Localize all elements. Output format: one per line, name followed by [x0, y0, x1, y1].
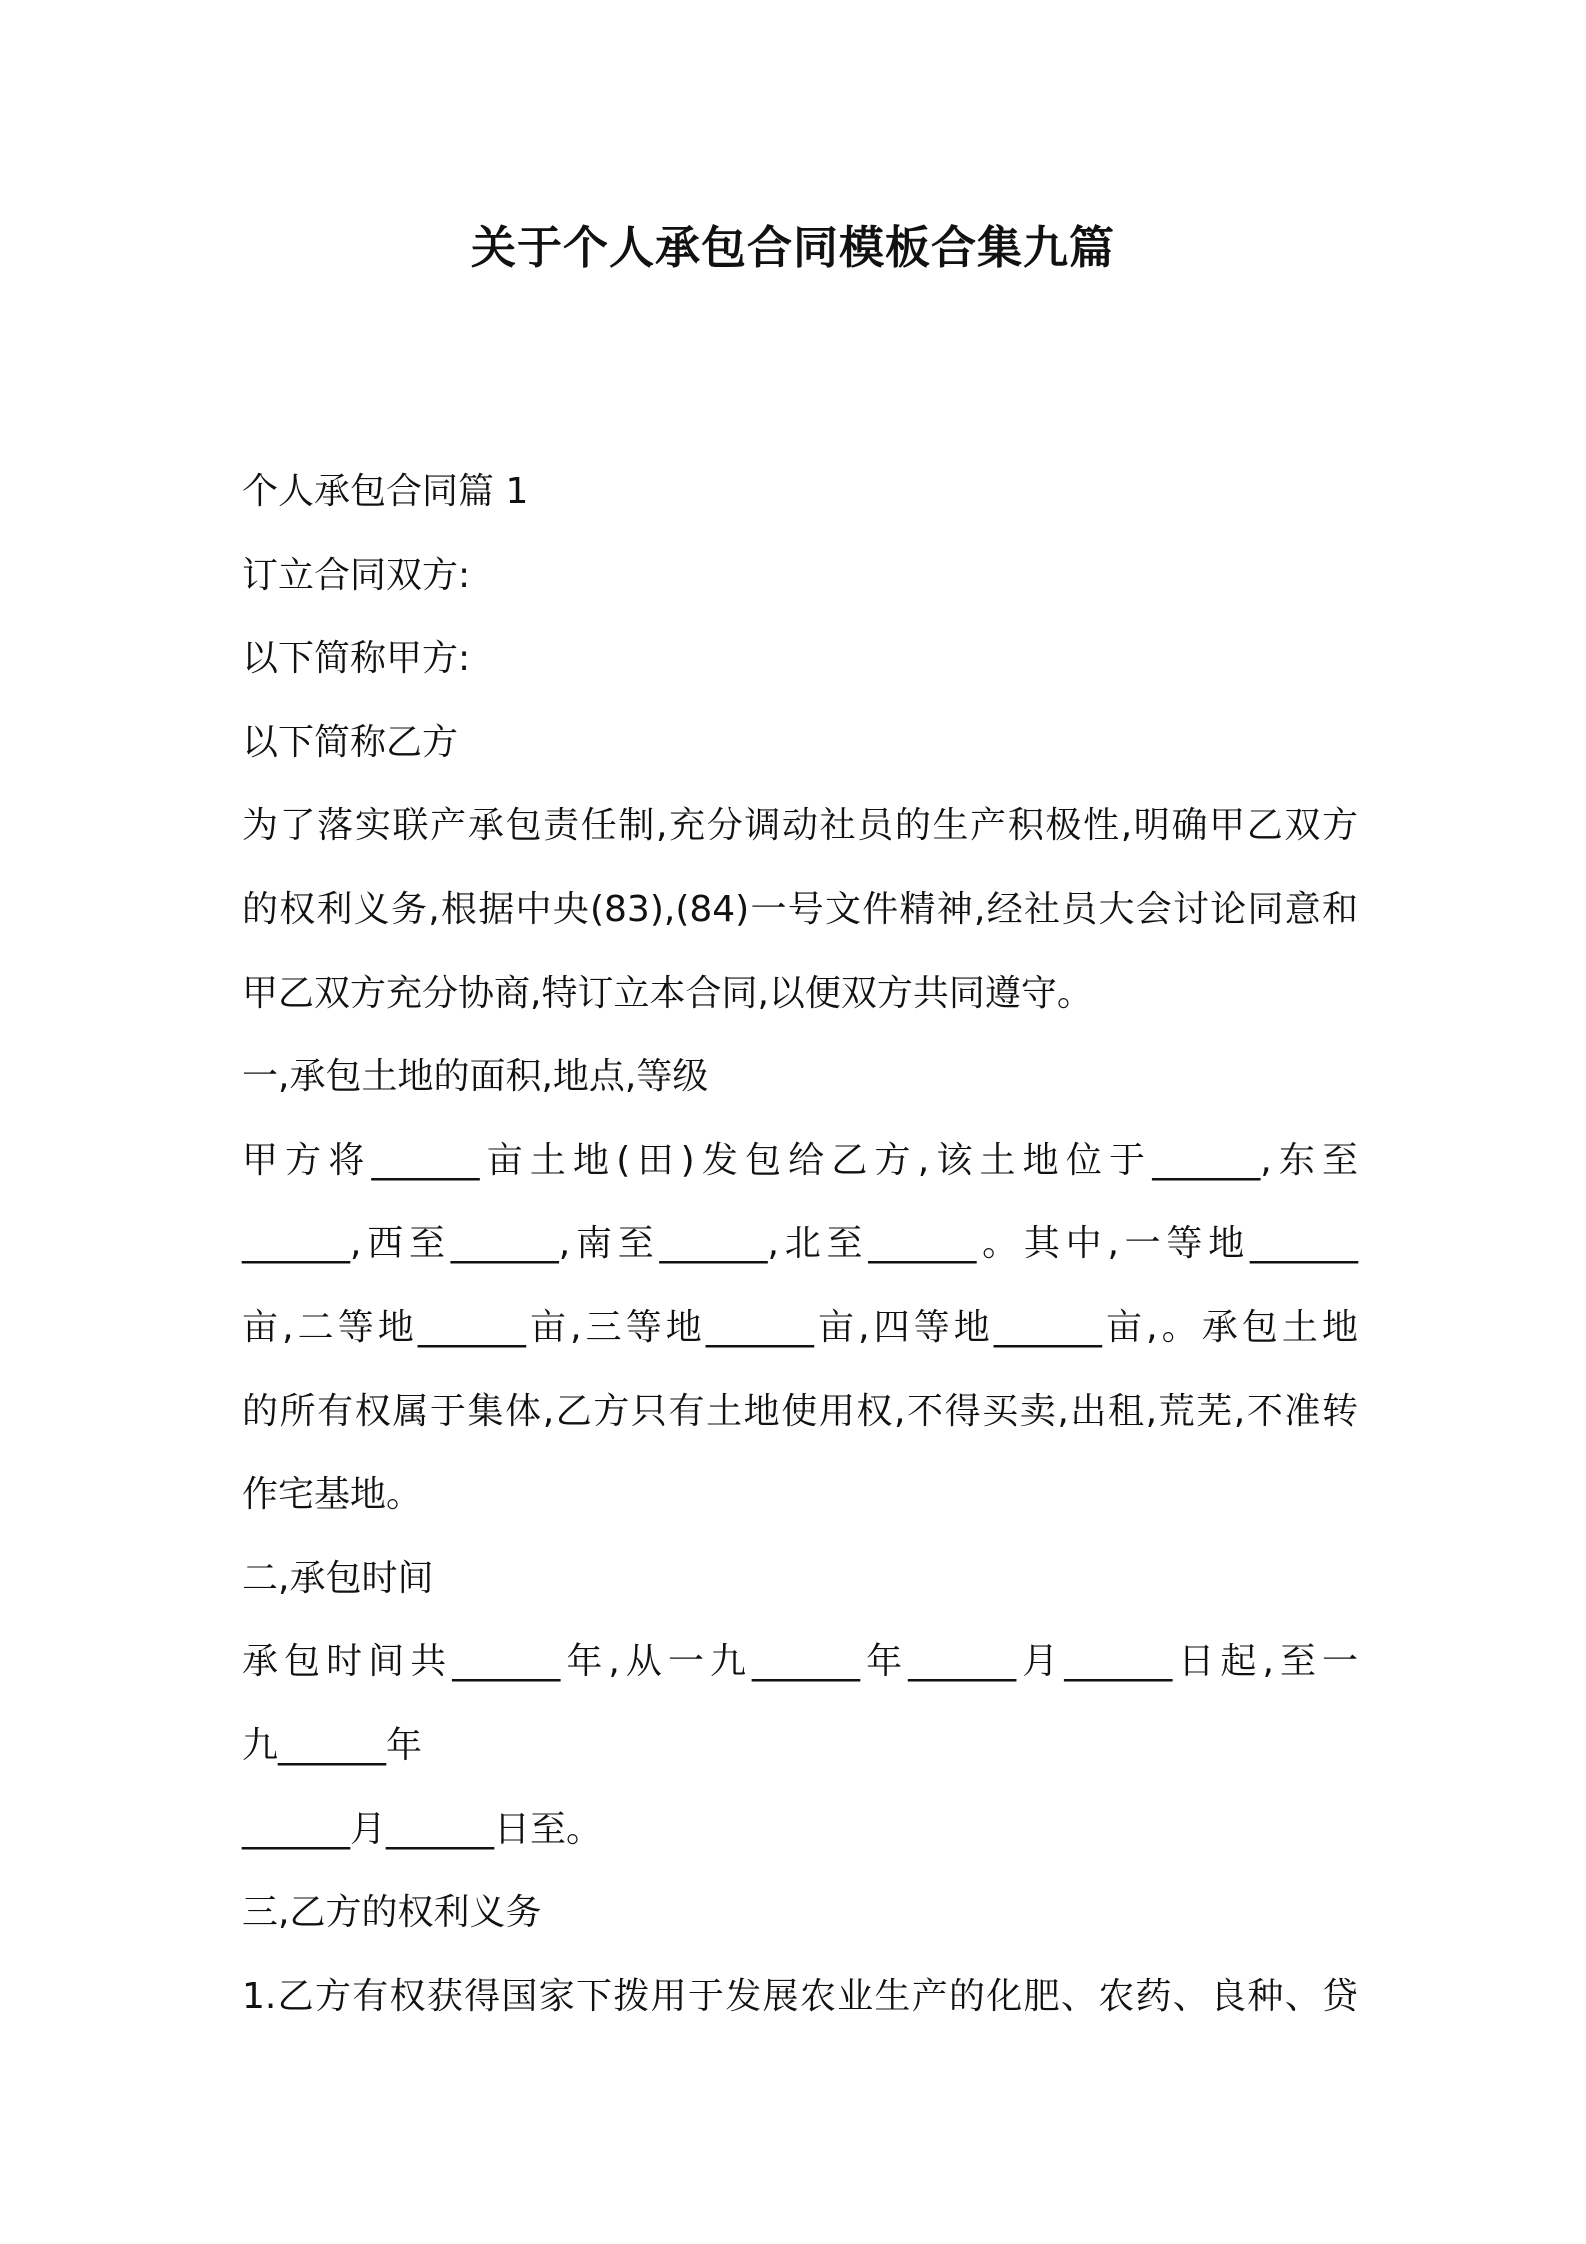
paragraph-line: 亩,二等地______亩,三等地______亩,四等地______亩,。承包土地: [242, 1306, 1358, 1348]
document-title: 关于个人承包合同模板合集九篇: [470, 221, 1115, 274]
paragraph-line: 的权利义务,根据中央(83),(84)一号文件精神,经社员大会讨论同意和: [242, 888, 1358, 930]
paragraph-line: 以下简称乙方: [242, 721, 459, 763]
paragraph-line: 甲方将______亩土地(田)发包给乙方,该土地位于______,东至: [242, 1139, 1358, 1181]
paragraph-line: 甲乙双方充分协商,特订立本合同,以便双方共同遵守。: [242, 972, 1093, 1014]
paragraph-line: ______,西至______,南至______,北至______。其中,一等地______: [242, 1223, 1358, 1265]
section-heading: 二,承包时间: [242, 1557, 434, 1599]
section-heading: 个人承包合同篇 1: [242, 471, 529, 512]
paragraph-line: ______月______日至。: [242, 1808, 603, 1850]
section-heading: 三,乙方的权利义务: [242, 1892, 542, 1934]
paragraph-line: 的所有权属于集体,乙方只有土地使用权,不得买卖,出租,荒芜,不准转: [242, 1390, 1358, 1432]
document-body: [242, 450, 1358, 2038]
paragraph-line: 九______年: [242, 1724, 423, 1766]
paragraph-line: 为了落实联产承包责任制,充分调动社员的生产积极性,明确甲乙双方: [242, 805, 1358, 847]
paragraph-line: 订立合同双方:: [242, 554, 471, 596]
paragraph-line: 作宅基地。: [242, 1474, 423, 1516]
paragraph-line: 1.乙方有权获得国家下拨用于发展农业生产的化肥、农药、良种、贷: [242, 1975, 1358, 2017]
section-heading: 一,承包土地的面积,地点,等级: [242, 1056, 709, 1098]
paragraph-line: 承包时间共______年,从一九______年______月______日起,至一: [242, 1641, 1358, 1683]
paragraph-line: 以下简称甲方:: [242, 638, 471, 680]
